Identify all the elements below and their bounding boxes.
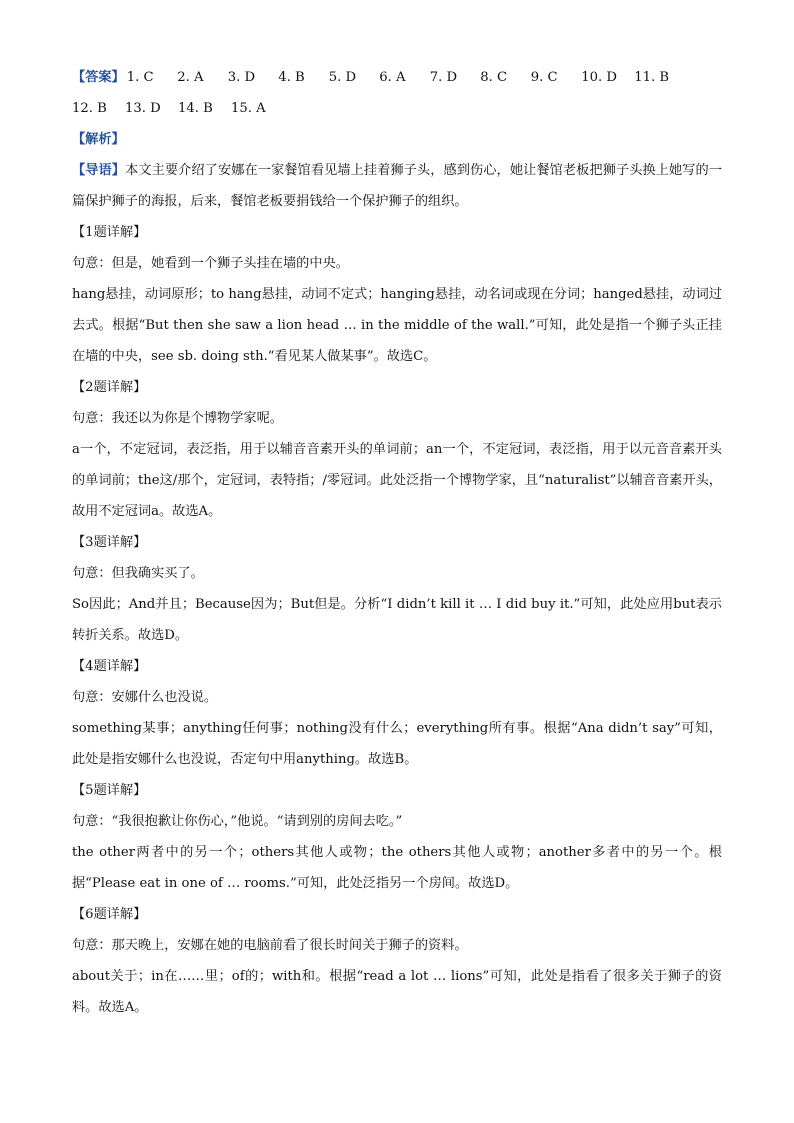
question-meaning: 句意：但我确实买了。 — [72, 566, 204, 581]
document-page — [72, 62, 722, 1023]
answer-item: 1. C — [126, 70, 154, 85]
question-explanation: So因此；And并且；Because因为；But但是。分析“I didn’t kill it … I did buy it.”可知，此处应用but表示转折关系。故选D。 — [72, 597, 722, 643]
question-explanation: the other两者中的另一个；others其他人或物；the others其他人或物；another多者中的另一个。根据“Please eat in one of … rooms.”可知，此处泛指另一个房间。故选D。 — [72, 845, 722, 891]
answer-item: 3. D — [227, 70, 256, 85]
answer-item: 6. A — [379, 70, 406, 85]
question-explanation: something某事；anything任何事；nothing没有什么；everything所有事。根据“Ana didn’t say”可知，此处是指安娜什么也没说，否定句中用anything。故选B。 — [72, 721, 722, 767]
question-section — [72, 527, 722, 651]
answer-item: 4. B — [278, 70, 305, 85]
question-meaning: 句意：但是，她看到一个狮子头挂在墙的中央。 — [72, 256, 349, 271]
question-explanation: about关于；in在……里；of的；with和。根据“read a lot … lions”可知，此处是指看了很多关于狮子的资料。故选A。 — [72, 969, 722, 1015]
answer-key — [72, 62, 722, 124]
question-section — [72, 372, 722, 527]
question-section — [72, 899, 722, 1023]
answer-item: 7. D — [429, 70, 458, 85]
question-title: 【6题详解】 — [72, 907, 147, 922]
answer-item: 8. C — [480, 70, 508, 85]
answer-item: 10. D — [581, 70, 617, 85]
answer-item: 5. D — [328, 70, 357, 85]
question-meaning: 句意：“我很抱歉让你伤心，”他说。“请到别的房间去吃。” — [72, 814, 403, 829]
answer-item: 15. A — [231, 101, 266, 116]
question-section — [72, 775, 722, 899]
intro-text: 本文主要介绍了安娜在一家餐馆看见墙上挂着狮子头，感到伤心，她让餐馆老板把狮子头换上她写的一篇保护狮子的海报，后来，餐馆老板要捐钱给一个保护狮子的组织。 — [72, 163, 723, 209]
answer-label: 【答案】 — [72, 70, 125, 85]
question-section — [72, 217, 722, 372]
question-meaning: 句意：安娜什么也没说。 — [72, 690, 218, 705]
question-meaning: 句意：那天晚上，安娜在她的电脑前看了很长时间关于狮子的资料。 — [72, 938, 468, 953]
question-title: 【4题详解】 — [72, 659, 147, 674]
question-section — [72, 651, 722, 775]
answer-item: 13. D — [125, 101, 161, 116]
question-title: 【1题详解】 — [72, 225, 147, 240]
intro-paragraph — [72, 155, 722, 217]
question-meaning: 句意：我还以为你是个博物学家呢。 — [72, 411, 283, 426]
question-title: 【5题详解】 — [72, 783, 147, 798]
question-title: 【3题详解】 — [72, 535, 147, 550]
intro-label: 【导语】 — [72, 163, 126, 178]
answer-item: 14. B — [178, 101, 213, 116]
analysis-heading: 【解析】 — [72, 132, 125, 147]
answer-item: 2. A — [177, 70, 204, 85]
answer-item: 11. B — [634, 70, 670, 85]
answer-item: 9. C — [530, 70, 558, 85]
question-explanation: hang悬挂，动词原形；to hang悬挂，动词不定式；hanging悬挂，动名词或现在分词；hanged悬挂，动词过去式。根据“But then she saw a lion head … in the middle of the wall.”可知，此处是指一个狮子头正挂在墙的中央，see sb. doing sth.“看见某人做某事”。故选C。 — [72, 287, 722, 364]
question-title: 【2题详解】 — [72, 380, 147, 395]
answer-item: 12. B — [72, 101, 107, 116]
question-explanation: a一个，不定冠词，表泛指，用于以辅音音素开头的单词前；an一个，不定冠词，表泛指，用于以元音音素开头的单词前；the这/那个，定冠词，表特指；/零冠词。此处泛指一个博物学家，且“naturalist”以辅音音素开头，故用不定冠词a。故选A。 — [72, 442, 722, 519]
